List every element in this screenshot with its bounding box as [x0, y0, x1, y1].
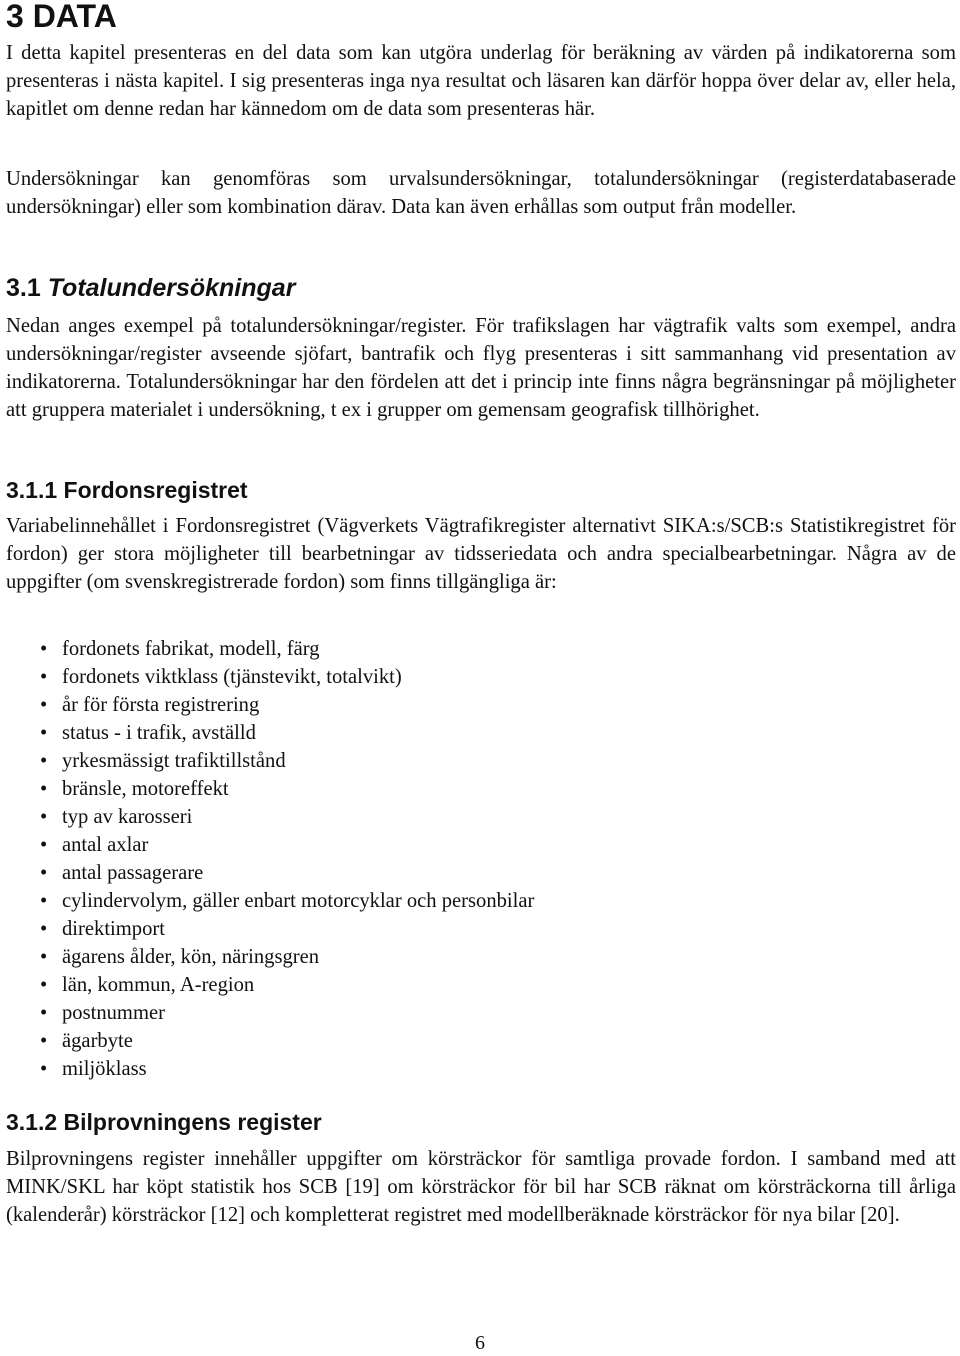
list-item — [6, 803, 534, 831]
list-item-text: direktimport — [62, 918, 165, 940]
section-3-1-1-paragraph: Variabelinnehållet i Fordonsregistret (Vägverkets Vägtrafikregister alternativt SIKA:s/SCB:s Statistikregistret för fordon) ger stora möjligheter till bearbetningar av tidsseriedata och andra specialbearbetningar. Några av de uppgifter (om svenskregistrerade fordon) som finns tillgängliga är: — [6, 515, 956, 593]
bullet-icon: • — [40, 806, 48, 828]
list-item — [6, 915, 534, 943]
list-item — [6, 887, 534, 915]
bullet-icon: • — [40, 834, 48, 856]
section-3-1-paragraph: Nedan anges exempel på totalundersökningar/register. För trafikslagen har vägtrafik valts som exempel, andra undersökningar/register avseende sjöfart, bantrafik och flyg presenteras i sitt sammanhang vid presentation av indikatorerna. Totalundersökningar har den fördelen att det i princip inte finns några begränsningar på möjligheter att gruppera materialet i undersökning, t ex i grupper om gemensam geografisk tillhörighet. — [6, 315, 956, 421]
intro-paragraph: I detta kapitel presenteras en del data som kan utgöra underlag för beräkning av värden på indikatorerna som presenteras i nästa kapitel. I sig presenteras inga nya resultat och läsaren kan därför hoppa över delar av, eller hela, kapitlet om denne redan har kännedom om de data som presenteras här. — [6, 42, 956, 120]
section-3-1-1-heading: 3.1.1 Fordonsregistret — [6, 477, 248, 503]
page-number: 6 — [475, 1332, 485, 1354]
list-item-text: antal passagerare — [62, 862, 204, 884]
bullet-icon: • — [40, 722, 48, 744]
list-item — [6, 747, 534, 775]
list-item-text: län, kommun, A-region — [62, 974, 255, 996]
list-item-text: status - i trafik, avställd — [62, 722, 256, 744]
list-item-text: antal axlar — [62, 834, 149, 856]
bullet-icon: • — [40, 750, 48, 772]
list-item-text: cylindervolym, gäller enbart motorcyklar och personbilar — [62, 890, 535, 912]
bullet-icon: • — [40, 778, 48, 800]
bullet-icon: • — [40, 862, 48, 884]
list-item — [6, 859, 534, 887]
list-item-text: fordonets viktklass (tjänstevikt, totalvikt) — [62, 666, 402, 688]
bullet-icon: • — [40, 1030, 48, 1052]
bullet-icon: • — [40, 890, 48, 912]
bullet-icon: • — [40, 1002, 48, 1024]
list-item — [6, 719, 534, 747]
list-item-text: typ av karosseri — [62, 806, 193, 828]
section-3-1-heading — [6, 273, 295, 303]
list-item-text: yrkesmässigt trafiktillstånd — [62, 750, 286, 772]
list-item-text: ägarens ålder, kön, näringsgren — [62, 946, 320, 968]
bullet-icon: • — [40, 946, 48, 968]
bullet-icon: • — [40, 918, 48, 940]
bullet-icon: • — [40, 638, 48, 660]
chapter-heading: 3 DATA — [6, 0, 117, 34]
list-item-text: bränsle, motoreffekt — [62, 778, 229, 800]
bullet-icon: • — [40, 1058, 48, 1080]
methods-paragraph: Undersökningar kan genomföras som urvalsundersökningar, totalundersökningar (registerdatabaserade undersökningar) eller som kombination därav. Data kan även erhållas som output från modeller. — [6, 168, 956, 218]
bullet-icon: • — [40, 974, 48, 996]
section-3-1-title: Totalundersökningar — [47, 274, 296, 302]
list-item — [6, 1055, 534, 1083]
list-item-text: år för första registrering — [62, 694, 260, 716]
list-item-text: postnummer — [62, 1002, 165, 1024]
section-3-1-number: 3.1 — [6, 274, 41, 302]
section-3-1-2-heading: 3.1.2 Bilprovningens register — [6, 1109, 322, 1135]
list-item — [6, 635, 534, 663]
list-item-text: ägarbyte — [62, 1030, 133, 1052]
list-item-text: fordonets fabrikat, modell, färg — [62, 638, 320, 660]
list-item — [6, 663, 534, 691]
list-item — [6, 691, 534, 719]
list-item — [6, 1027, 534, 1055]
list-item-text: miljöklass — [62, 1058, 147, 1080]
vehicle-attribute-list — [6, 635, 534, 1083]
list-item — [6, 999, 534, 1027]
list-item — [6, 971, 534, 999]
list-item — [6, 775, 534, 803]
section-3-1-2-paragraph: Bilprovningens register innehåller uppgifter om körsträckor för samtliga provade fordon. I samband med att MINK/SKL har köpt statistik hos SCB [19] om körsträckor för bil har SCB räknat om körsträckorna till årliga (kalenderår) körsträckor [12] och kompletterat registret med modellberäknade körsträckor för nya bilar [20]. — [6, 1148, 956, 1226]
list-item — [6, 943, 534, 971]
bullet-icon: • — [40, 694, 48, 716]
list-item — [6, 831, 534, 859]
bullet-icon: • — [40, 666, 48, 688]
